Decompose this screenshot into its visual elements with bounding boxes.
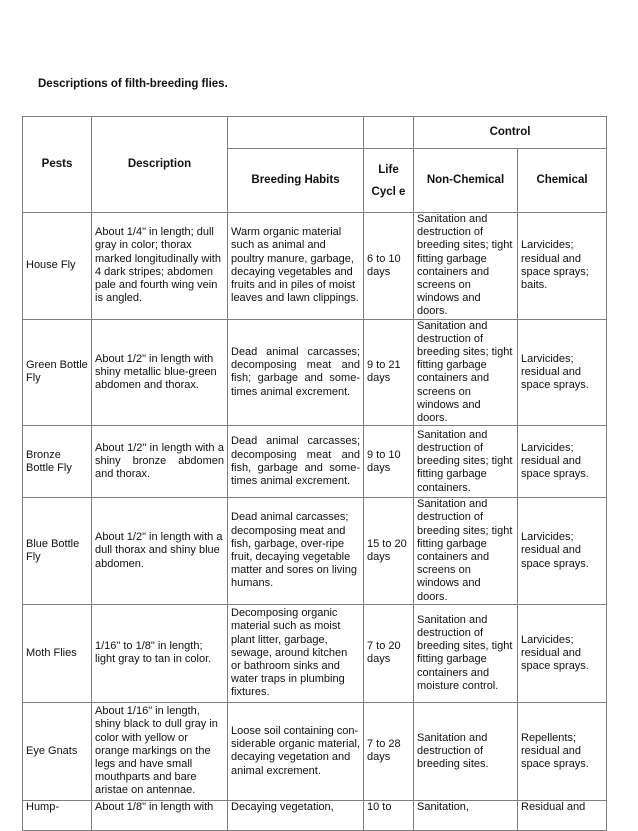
breeding-habits: Decaying vegetation, [228,800,364,830]
breeding-habits: Dead animal carcasses; decomposing meat and fish, garbage, over-ripe fruit, decaying vegetable matter and sores on living humans. [228,498,364,605]
non-chemical-control: Sanitation and destruction of breeding sites; tight fitting garbage containers and screens on windows and doors. [414,213,518,320]
non-chemical-control: Sanitation and destruction of breeding sites. [414,702,518,800]
life-cycle: 7 to 20 days [364,604,414,702]
breeding-habits: Warm organic material such as animal and poultry manure, garbage, decaying vegetables and fruits and in piles of moist leaves and lawn clippings. [228,213,364,320]
pest-description: About 1/2" in length with shiny metallic blue-green abdomen and thorax. [92,319,228,426]
chemical-control: Larvicides; residual and space sprays. [518,498,607,605]
table-row [23,498,607,605]
chemical-control: Larvicides; residual and space sprays. [518,604,607,702]
pest-description: About 1/2" in length with a shiny bronze abdomen and thorax. [92,426,228,498]
header-pests: Pests [23,117,92,213]
header-empty-2 [364,117,414,149]
chemical-control: Larvicides; residual and space sprays. [518,426,607,498]
non-chemical-control: Sanitation and destruction of breeding sites; tight fitting garbage containers and screens on windows and doors. [414,319,518,426]
life-cycle: 10 to [364,800,414,830]
pest-name: Eye Gnats [23,702,92,800]
header-empty-1 [228,117,364,149]
table-row [23,604,607,702]
chemical-control: Residual and [518,800,607,830]
pest-name: Blue Bottle Fly [23,498,92,605]
table-row [23,702,607,800]
chemical-control: Repellents; residual and space sprays. [518,702,607,800]
table-row [23,319,607,426]
table-caption: Descriptions of filth-breeding flies. [38,78,228,90]
non-chemical-control: Sanitation, [414,800,518,830]
chemical-control: Larvicides; residual and space sprays. [518,319,607,426]
pest-description: About 1/8" in length with [92,800,228,830]
life-cycle: 7 to 28 days [364,702,414,800]
life-cycle: 9 to 10 days [364,426,414,498]
fly-table [22,116,607,831]
pest-description: About 1/4" in length; dull gray in color; thorax marked longitudinally with 4 dark stripes; abdomen pale and fourth wing vein is angled. [92,213,228,320]
header-non-chemical: Non-Chemical [414,149,518,213]
chemical-control: Larvicides; residual and space sprays; baits. [518,213,607,320]
pest-name: Moth Flies [23,604,92,702]
breeding-habits: Dead animal carcasses; decomposing meat and fish; garbage and some-times animal excrement. [228,319,364,426]
pest-description: About 1/2" in length with a dull thorax and shiny blue abdomen. [92,498,228,605]
life-cycle: 15 to 20 days [364,498,414,605]
pest-name: Hump- [23,800,92,830]
breeding-habits: Dead animal carcasses; decomposing meat and fish, garbage and some-times animal excrement. [228,426,364,498]
header-description: Description [92,117,228,213]
non-chemical-control: Sanitation and destruction of breeding sites; tight fitting garbage containers. [414,426,518,498]
life-cycle: 9 to 21 days [364,319,414,426]
table-row [23,213,607,320]
breeding-habits: Loose soil containing con-siderable organic material, decaying vegetation and animal excrement. [228,702,364,800]
pest-name: Green Bottle Fly [23,319,92,426]
life-cycle: 6 to 10 days [364,213,414,320]
header-chemical: Chemical [518,149,607,213]
non-chemical-control: Sanitation and destruction of breeding sites; tight fitting garbage containers and screens on windows and doors. [414,498,518,605]
pest-name: Bronze Bottle Fly [23,426,92,498]
header-control: Control [414,117,607,149]
pest-name: House Fly [23,213,92,320]
table-row [23,426,607,498]
pest-description: About 1/16" in length, shiny black to dull gray in color with yellow or orange markings on the legs and have small mouthparts and bare aristae on antennae. [92,702,228,800]
non-chemical-control: Sanitation and destruction of breeding sites, tight fitting garbage containers and moisture control. [414,604,518,702]
header-breeding: Breeding Habits [228,149,364,213]
breeding-habits: Decomposing organic material such as moist plant litter, garbage, sewage, around kitchen or bathroom sinks and water traps in plumbing fixtures. [228,604,364,702]
header-life-cycle: Life Cycl e [364,149,414,213]
pest-description: 1/16" to 1/8" in length; light gray to tan in color. [92,604,228,702]
